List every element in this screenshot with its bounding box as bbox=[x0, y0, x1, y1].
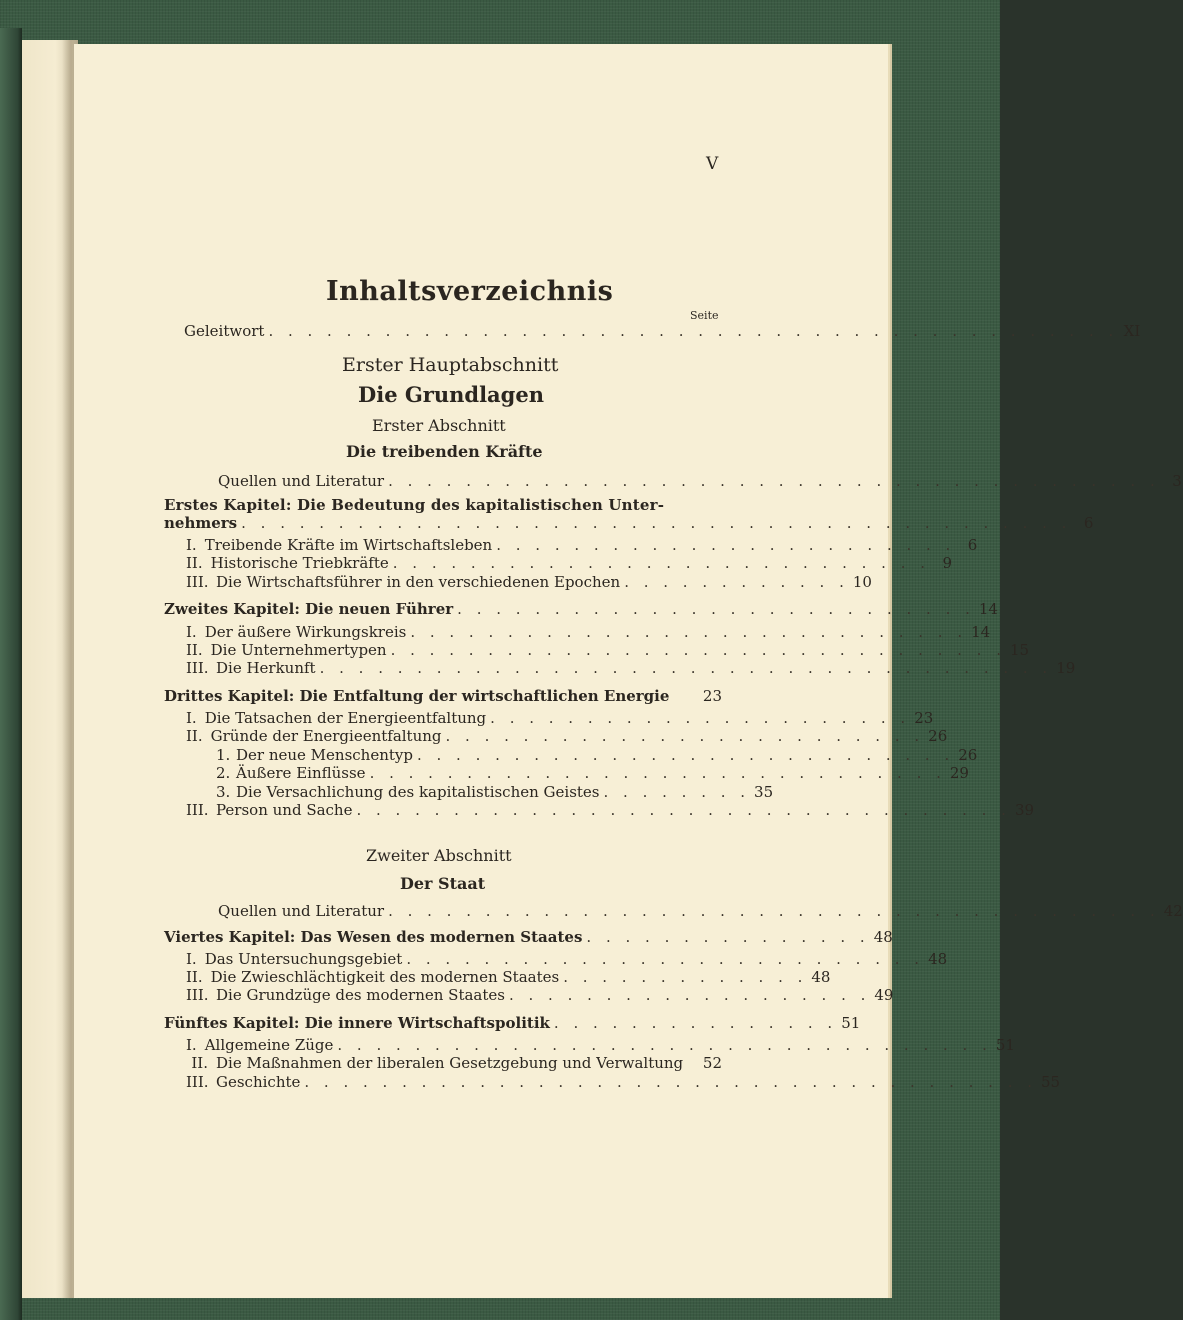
toc-entry-chapter-5[interactable] bbox=[164, 1014, 861, 1033]
entry-page: 14 bbox=[971, 623, 991, 641]
toc-entry-sources[interactable] bbox=[218, 472, 1182, 491]
leader-dots: . . . . . . . . . . . . . . . . . . . . . . . . . . . . . . bbox=[369, 764, 946, 782]
leader-dots: . . . . . . . . . . . . . . . . . . . . . . . . . . . . . . . . . . bbox=[337, 1036, 992, 1054]
entry-number: I. bbox=[186, 536, 197, 554]
entry-label: Das Untersuchungsgebiet bbox=[204, 950, 403, 968]
toc-entry-chapter-2[interactable] bbox=[164, 600, 998, 619]
leader-dots: . . . . . . . . . . . . . . . . . . . . . . . . . bbox=[445, 727, 925, 745]
entry-label: Person und Sache bbox=[216, 801, 353, 819]
entry-page: 52 bbox=[702, 1054, 722, 1072]
entry-label: Die Zwieschlächtigkeit des modernen Staates bbox=[210, 968, 560, 986]
leader-dots: . . . . . . . . . . . . . . . . . . . . . . . . . . . bbox=[457, 600, 975, 618]
page-title: Inhaltsverzeichnis bbox=[326, 276, 614, 307]
entry-page: 39 bbox=[1014, 801, 1035, 819]
entry-label: Drittes Kapitel: Die Entfaltung der wirtschaftlichen Energie bbox=[164, 687, 670, 705]
leader-dots: . . . . . . . . . . . . . . . bbox=[586, 928, 870, 946]
entry-page: 49 bbox=[874, 986, 894, 1004]
entry-number: II. bbox=[191, 1054, 208, 1072]
entry-number: III. bbox=[186, 659, 209, 677]
leader-dots: . . . . . . . . . . . . . . . . . . . . . . . . . . . . bbox=[392, 554, 930, 572]
toc-entry[interactable] bbox=[186, 950, 948, 969]
entry-label: Die Versachlichung des kapitalistischen Geistes bbox=[236, 783, 600, 801]
toc-entry-sources[interactable] bbox=[218, 902, 1183, 921]
leader-dots: . . . . . . . . . . . . . . . . . . . . . . . . . . . . . . . . . . . . . . bbox=[319, 659, 1053, 677]
leader-dots: . . . . . . . . . . . . . . . . . . . . . . . . . . . . bbox=[416, 746, 955, 764]
entry-label: Quellen und Literatur bbox=[218, 472, 385, 490]
section-heading: Erster Abschnitt bbox=[372, 416, 506, 435]
entry-label: Historische Triebkräfte bbox=[210, 554, 389, 572]
entry-label: Viertes Kapitel: Das Wesen des modernen Staates bbox=[164, 928, 583, 946]
entry-label: Der äußere Wirkungskreis bbox=[204, 623, 407, 641]
entry-number: I. bbox=[186, 950, 197, 968]
entry-page: 10 bbox=[852, 573, 872, 591]
leader-dots: . . . . . . . . . . . . . . . . . . . . . . . . . . . . . . . . . . . . . . . . . . . bbox=[241, 514, 1072, 532]
entry-page: 14 bbox=[978, 600, 998, 618]
entry-page: 3 bbox=[1172, 472, 1182, 490]
entry-label: Die Unternehmertypen bbox=[210, 641, 387, 659]
entry-page: 29 bbox=[949, 764, 969, 782]
toc-entry[interactable] bbox=[186, 1073, 1061, 1092]
toc-entry-chapter-3[interactable] bbox=[164, 687, 722, 706]
entry-number: III. bbox=[186, 1073, 209, 1091]
leader-dots: . . . . . . . . . . . . . . . . . . . . . . . . bbox=[496, 536, 956, 554]
toc-entry[interactable] bbox=[186, 1036, 1015, 1055]
entry-page: 51 bbox=[841, 1014, 861, 1032]
entry-page: 26 bbox=[958, 746, 978, 764]
entry-label: Die Wirtschaftsführer in den verschiedenen Epochen bbox=[216, 573, 621, 591]
toc-entry[interactable] bbox=[216, 764, 969, 783]
leader-dots: . . . . . . . . . . . . . . . . . . . . . . bbox=[490, 709, 911, 727]
entry-label: Geleitwort bbox=[184, 322, 265, 340]
toc-entry[interactable] bbox=[186, 709, 934, 728]
leader-dots: . . . . . . . . bbox=[603, 783, 751, 801]
leader-dots: . . . . . . . . . . . . . . . . . . . . . . . . . . . . . . . . . . . . . . bbox=[304, 1073, 1037, 1091]
toc-entry[interactable] bbox=[216, 783, 774, 802]
entry-page: 19 bbox=[1056, 659, 1076, 677]
entry-number: III. bbox=[186, 573, 209, 591]
entry-label: Die Grundzüge des modernen Staates bbox=[216, 986, 505, 1004]
part-title: Die Grundlagen bbox=[358, 382, 544, 407]
entry-page: 35 bbox=[754, 783, 774, 801]
entry-page: 23 bbox=[914, 709, 934, 727]
leader-dots: . . . . . . . . . . . . . . . . . . . . . . . . . . . . . . . . . . bbox=[356, 801, 1011, 819]
entry-number: II. bbox=[186, 554, 203, 572]
entry-number: I. bbox=[186, 1036, 197, 1054]
entry-label: Fünftes Kapitel: Die innere Wirtschaftspolitik bbox=[164, 1014, 550, 1032]
entry-number: II. bbox=[186, 727, 203, 745]
entry-number: II. bbox=[186, 968, 203, 986]
toc-page bbox=[74, 44, 1183, 1298]
toc-entry[interactable] bbox=[186, 641, 1030, 660]
entry-number: 3. bbox=[216, 783, 231, 801]
toc-entry-chapter-4[interactable] bbox=[164, 928, 893, 947]
toc-entry[interactable] bbox=[186, 554, 952, 573]
entry-label: Gründe der Energieentfaltung bbox=[210, 727, 442, 745]
entry-page: 42 bbox=[1163, 902, 1183, 920]
entry-number: 2. bbox=[216, 764, 231, 782]
entry-number: II. bbox=[186, 641, 203, 659]
entry-label: Die Herkunft bbox=[216, 659, 316, 677]
entry-page: 55 bbox=[1041, 1073, 1061, 1091]
entry-page: 51 bbox=[995, 1036, 1015, 1054]
entry-number: I. bbox=[186, 623, 197, 641]
section-heading: Zweiter Abschnitt bbox=[366, 846, 512, 865]
entry-page: 15 bbox=[1009, 641, 1030, 659]
toc-entry[interactable] bbox=[186, 727, 948, 746]
chapter-1-title-line1[interactable]: Erstes Kapitel: Die Bedeutung des kapitalistischen Unter- bbox=[164, 496, 665, 514]
toc-entry[interactable] bbox=[186, 573, 872, 592]
toc-entry[interactable] bbox=[186, 986, 894, 1005]
entry-number: 1. bbox=[216, 746, 231, 764]
entry-page: 23 bbox=[702, 687, 722, 705]
entry-number: III. bbox=[186, 801, 209, 819]
toc-entry[interactable] bbox=[186, 536, 978, 555]
toc-entry[interactable] bbox=[186, 968, 831, 987]
entry-label: Treibende Kräfte im Wirtschaftsleben bbox=[204, 536, 493, 554]
entry-page: 48 bbox=[928, 950, 948, 968]
leader-dots: . . . . . . . . . . . . . . . . . . . . . . . . . . . . . . . . . . . . . . . . . . . . bbox=[268, 322, 1119, 340]
leader-dots: . . . . . . . . . . . . . . . . . . . . . . . . . . . . . . . . . . . . . . . . bbox=[388, 902, 1160, 920]
toc-entry[interactable] bbox=[186, 1054, 722, 1073]
entry-label: Zweites Kapitel: Die neuen Führer bbox=[164, 600, 454, 618]
entry-number: III. bbox=[186, 986, 209, 1004]
entry-label: Die Tatsachen der Energieentfaltung bbox=[204, 709, 487, 727]
book-spine-edge bbox=[0, 28, 22, 1320]
entry-page: 6 bbox=[967, 536, 978, 554]
part-heading: Erster Hauptabschnitt bbox=[342, 354, 559, 376]
entry-label: Äußere Einflüsse bbox=[236, 764, 366, 782]
leader-dots: . . . . . . . . . . . . . . . bbox=[553, 1014, 838, 1032]
leader-dots: . . . . . . . . . . . . . . . . . . . . . . . . . . . . . . . . bbox=[390, 641, 1006, 659]
toc-entry-chapter-1[interactable] bbox=[164, 514, 1094, 533]
section-title: Die treibenden Kräfte bbox=[346, 442, 543, 461]
entry-page: XI bbox=[1123, 322, 1141, 340]
entry-label: Der neue Menschentyp bbox=[236, 746, 413, 764]
entry-label: Geschichte bbox=[216, 1073, 301, 1091]
entry-label: Die Maßnahmen der liberalen Gesetzgebung und Verwaltung bbox=[216, 1054, 684, 1072]
entry-label: Allgemeine Züge bbox=[204, 1036, 334, 1054]
leader-dots: . . . . . . . . . . . . . . . . . . . . . . . . . . . bbox=[406, 950, 925, 968]
entry-page: 9 bbox=[942, 554, 952, 572]
leader-dots: . . . . . . . . . . . . . bbox=[563, 968, 808, 986]
entry-label: Quellen und Literatur bbox=[218, 902, 385, 920]
toc-entry[interactable] bbox=[186, 659, 1076, 678]
entry-label: nehmers bbox=[164, 514, 238, 532]
entry-page: 6 bbox=[1083, 514, 1094, 532]
entry-page: 26 bbox=[928, 727, 948, 745]
toc-entry[interactable] bbox=[186, 623, 991, 642]
entry-page: 48 bbox=[811, 968, 831, 986]
toc-entry[interactable] bbox=[216, 746, 978, 765]
leader-dots: . . . . . . . . . . . . . . . . . . . . . . . . . . . . . bbox=[410, 623, 968, 641]
entry-page: 48 bbox=[873, 928, 893, 946]
page-number: V bbox=[706, 154, 719, 174]
section-title: Der Staat bbox=[400, 874, 486, 893]
seite-label: Seite bbox=[690, 309, 719, 322]
toc-entry[interactable] bbox=[186, 801, 1035, 820]
leader-dots: . . . . . . . . . . . . . . . . . . . . . . . . . . . . . . . . . . . . . . . . bbox=[388, 472, 1160, 490]
toc-entry-geleitwort[interactable] bbox=[184, 322, 1141, 341]
entry-number: I. bbox=[186, 709, 197, 727]
leader-dots: . . . . . . . . . . . . bbox=[624, 573, 849, 591]
leader-dots: . . . . . . . . . . . . . . . . . . . bbox=[508, 986, 871, 1004]
